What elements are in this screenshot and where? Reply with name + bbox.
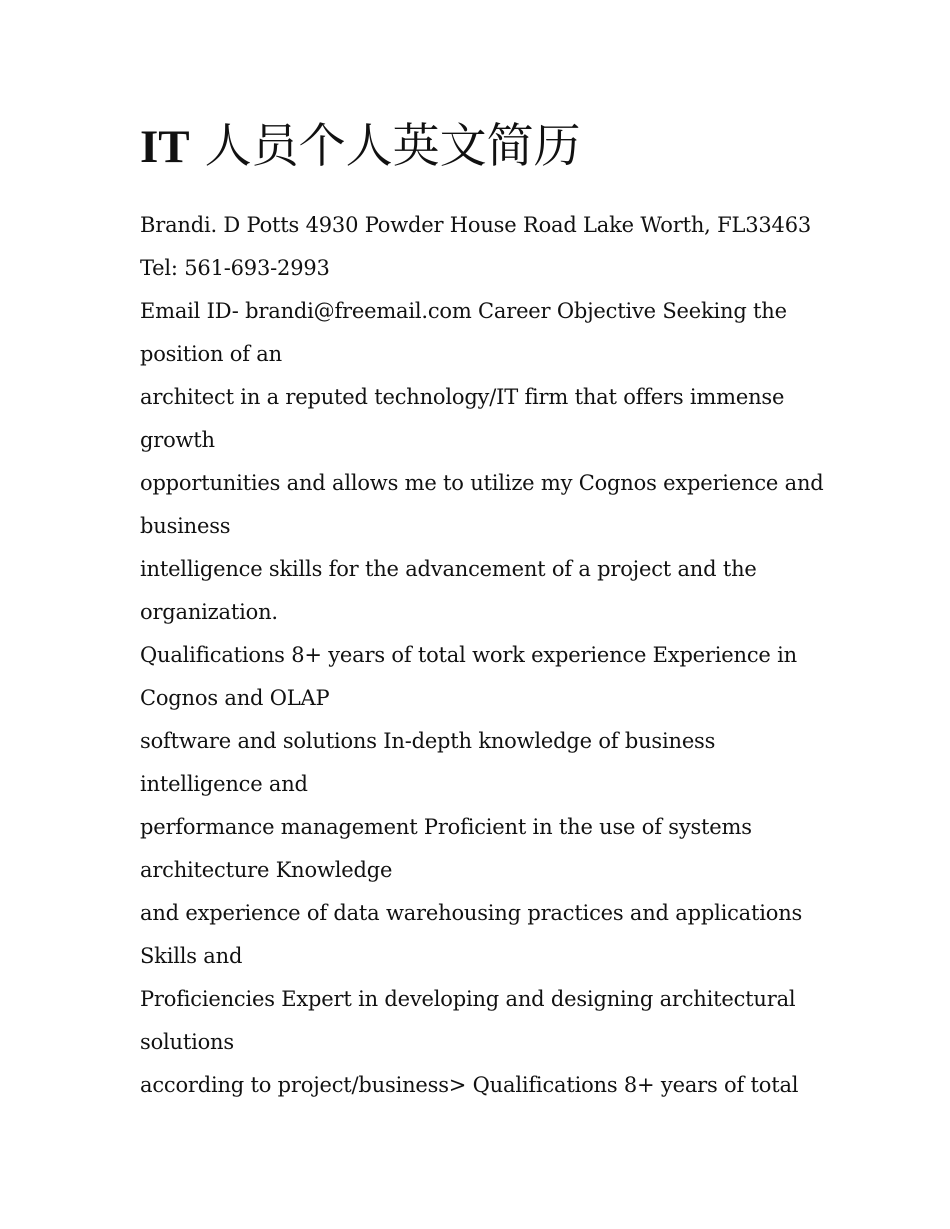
body-line: architect in a reputed technology/IT firm that offers immense bbox=[140, 385, 785, 409]
document-body bbox=[140, 204, 824, 1107]
body-line: architecture Knowledge bbox=[140, 858, 393, 882]
body-line: Tel: 561-693-2993 bbox=[140, 256, 330, 280]
body-line: according to project/business> Qualifications 8+ years of total bbox=[140, 1073, 799, 1097]
body-line: Proficiencies Expert in developing and designing architectural bbox=[140, 987, 796, 1011]
body-line: position of an bbox=[140, 342, 282, 366]
body-line: intelligence and bbox=[140, 772, 308, 796]
document-title bbox=[140, 118, 820, 176]
body-line: growth bbox=[140, 428, 215, 452]
body-line: solutions bbox=[140, 1030, 234, 1054]
document-page bbox=[140, 118, 824, 1107]
body-line: performance management Proficient in the use of systems bbox=[140, 815, 752, 839]
title-latin: IT bbox=[140, 121, 190, 173]
body-line: business bbox=[140, 514, 231, 538]
body-line: organization. bbox=[140, 600, 278, 624]
body-line: Brandi. D Potts 4930 Powder House Road Lake Worth, FL33463 bbox=[140, 213, 812, 237]
body-line: intelligence skills for the advancement of a project and the bbox=[140, 557, 757, 581]
body-line: Email ID- brandi@freemail.com Career Objective Seeking the bbox=[140, 299, 787, 323]
body-line: Cognos and OLAP bbox=[140, 686, 330, 710]
body-line: Qualifications 8+ years of total work experience Experience in bbox=[140, 643, 797, 667]
title-cjk: 人员个人英文简历 bbox=[204, 121, 581, 173]
body-line: and experience of data warehousing practices and applications bbox=[140, 901, 803, 925]
body-line: Skills and bbox=[140, 944, 243, 968]
body-line: opportunities and allows me to utilize my Cognos experience and bbox=[140, 471, 824, 495]
body-line: software and solutions In-depth knowledge of business bbox=[140, 729, 716, 753]
